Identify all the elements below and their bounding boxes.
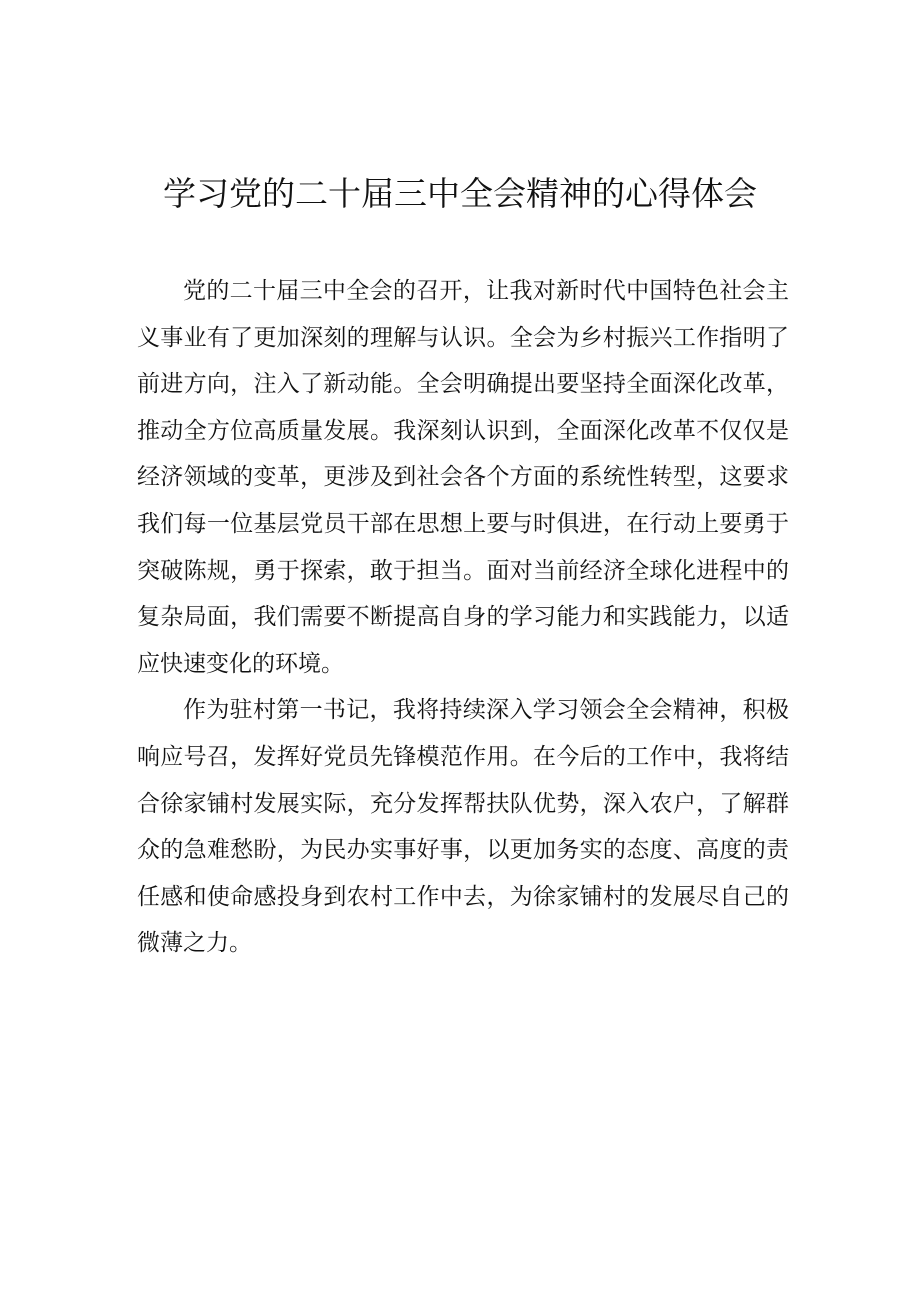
document-title: 学习党的二十届三中全会精神的心得体会 (163, 174, 757, 213)
document-body (137, 268, 789, 967)
paragraph-2: 作为驻村第一书记，我将持续深入学习领会全会精神，积极响应号召，发挥好党员先锋模范作用。在今后的工作中，我将结合徐家铺村发展实际，充分发挥帮扶队优势，深入农户，了解群众的急难愁盼，为民办实事好事，以更加务实的态度、高度的责任感和使命感投身到农村工作中去，为徐家铺村的发展尽自己的微薄之力。 (137, 697, 789, 957)
paragraph-1: 党的二十届三中全会的召开，让我对新时代中国特色社会主义事业有了更加深刻的理解与认识。全会为乡村振兴工作指明了前进方向，注入了新动能。全会明确提出要坚持全面深化改革，推动全方位高质量发展。我深刻认识到，全面深化改革不仅仅是经济领域的变革，更涉及到社会各个方面的系统性转型，这要求我们每一位基层党员干部在思想上要与时俱进，在行动上要勇于突破陈规，勇于探索，敢于担当。面对当前经济全球化进程中的复杂局面，我们需要不断提高自身的学习能力和实践能力，以适应快速变化的环境。 (137, 278, 789, 677)
